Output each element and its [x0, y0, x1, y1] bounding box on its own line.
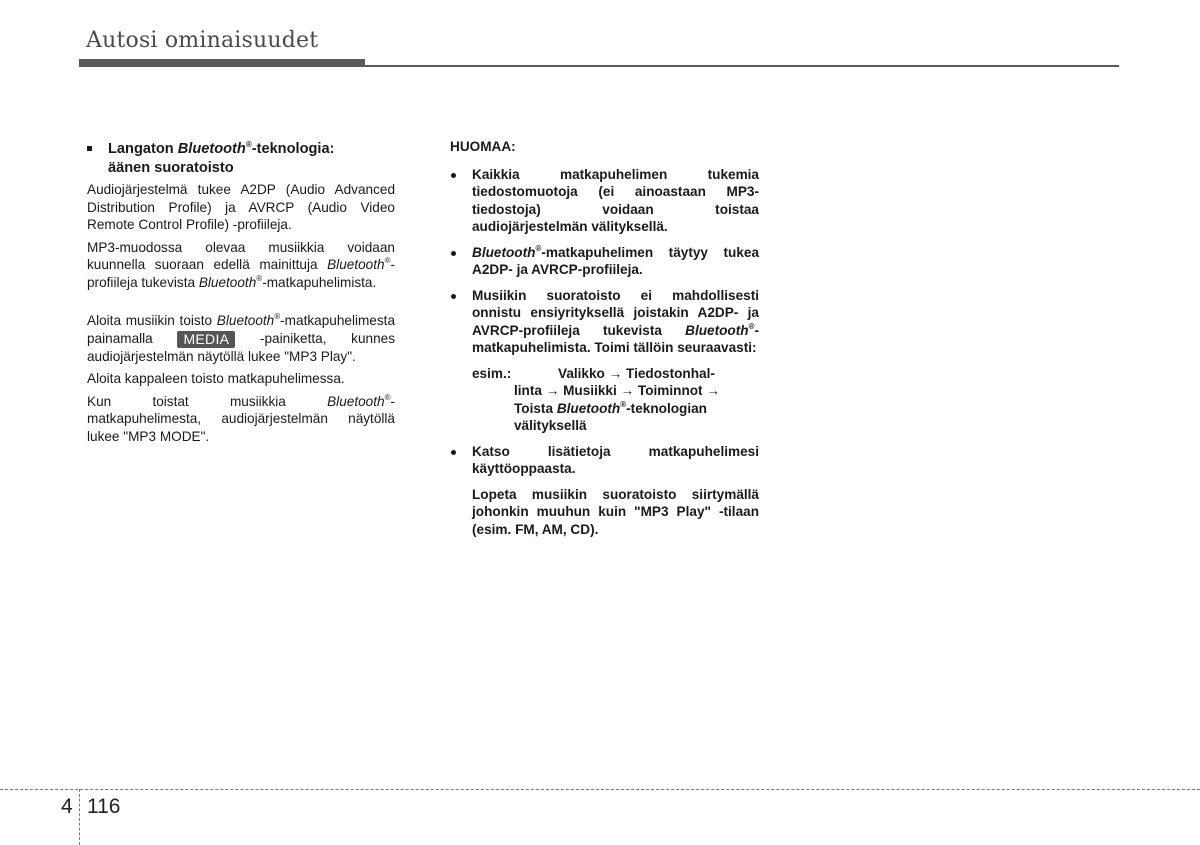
arrow-right-icon: →	[706, 383, 720, 398]
example-path: esim.: Valikko → Tiedostonhal- linta → Musiikki → Toiminnot → Toista Bluetooth®-teknologian välityksellä	[472, 365, 720, 433]
paragraph-mp3: MP3-muodossa olevaa musiikkia voidaan kuunnella suoraan edellä mainittuja Bluetooth®-profiileja tukevista Bluetooth®-matkapuhelimista.	[87, 239, 395, 290]
chapter-title: Autosi ominaisuudet	[86, 28, 319, 53]
bullet-dot-icon	[451, 294, 456, 299]
page-number: 116	[87, 795, 121, 818]
square-bullet-icon	[87, 146, 92, 151]
media-button: MEDIA	[177, 331, 235, 348]
header-rule-thick	[79, 59, 365, 67]
arrow-right-icon: →	[620, 383, 635, 398]
note-bullet-1: Kaikkia matkapuhelimen tukemia tiedostomuotoja (ei ainoastaan MP3-tiedostoja) voidaan toistaa audiojärjestelmän välityksellä.	[450, 166, 759, 236]
note-title: HUOMAA:	[450, 139, 516, 154]
paragraph-profiles: Audiojärjestelmä tukee A2DP (Audio Advanced Distribution Profile) ja AVRCP (Audio Video Remote Control Profile) -profiileja.	[87, 182, 395, 232]
paragraph-mp3-mode: Kun toistat musiikkia Bluetooth®-matkapuhelimesta, audiojärjestelmän näytöllä lukee "MP3 MODE".	[87, 392, 395, 444]
bullet-dot-icon	[451, 450, 456, 455]
bullet-dot-icon	[451, 173, 456, 178]
note-bullet-2: Bluetooth®-matkapuhelimen täytyy tukea A2DP- ja AVRCP-profiileja.	[450, 244, 759, 279]
footer-dashed-divider	[79, 789, 80, 845]
section-heading	[87, 140, 395, 178]
note-stop-streaming: Lopeta musiikin suoratoisto siirtymällä johonkin muuhun kuin "MP3 Play" -tilaan (esim. FM, AM, CD).	[472, 486, 759, 537]
note-bullet-4: Katso lisätietoja matkapuhelimesi käyttöoppaasta.	[450, 443, 759, 478]
heading-text-2: -teknologia:	[251, 141, 335, 157]
registered-mark: ®	[245, 140, 252, 149]
left-column	[87, 140, 395, 450]
heading-line2: äänen suoratoisto	[108, 160, 234, 176]
paragraph-start-playback: Aloita musiikin toisto Bluetooth®-matkapuhelimesta painamalla MEDIA -painiketta, kunnes audiojärjestelmän näytöllä lukee "MP3 Play".	[87, 312, 395, 364]
footer-dashed-rule	[0, 789, 1200, 790]
paragraph-start-track: Aloita kappaleen toisto matkapuhelimessa.	[87, 371, 345, 386]
note-bullet-3: Musiikin suoratoisto ei mahdollisesti onnistu ensiyrityksellä joistakin A2DP- ja AVRCP-profiileja tukevista Bluetooth®-matkapuhelimista. Toimi tällöin seuraavasti:	[450, 287, 759, 357]
arrow-right-icon: →	[545, 383, 560, 398]
note-column	[450, 138, 759, 546]
bullet-dot-icon	[451, 251, 456, 256]
example-label: esim.:	[472, 365, 512, 381]
arrow-right-icon: →	[608, 365, 623, 381]
heading-text: Langaton	[108, 141, 178, 157]
chapter-number: 4	[61, 795, 73, 818]
header-rule-thin	[365, 65, 1119, 67]
heading-brand: Bluetooth	[177, 141, 246, 157]
